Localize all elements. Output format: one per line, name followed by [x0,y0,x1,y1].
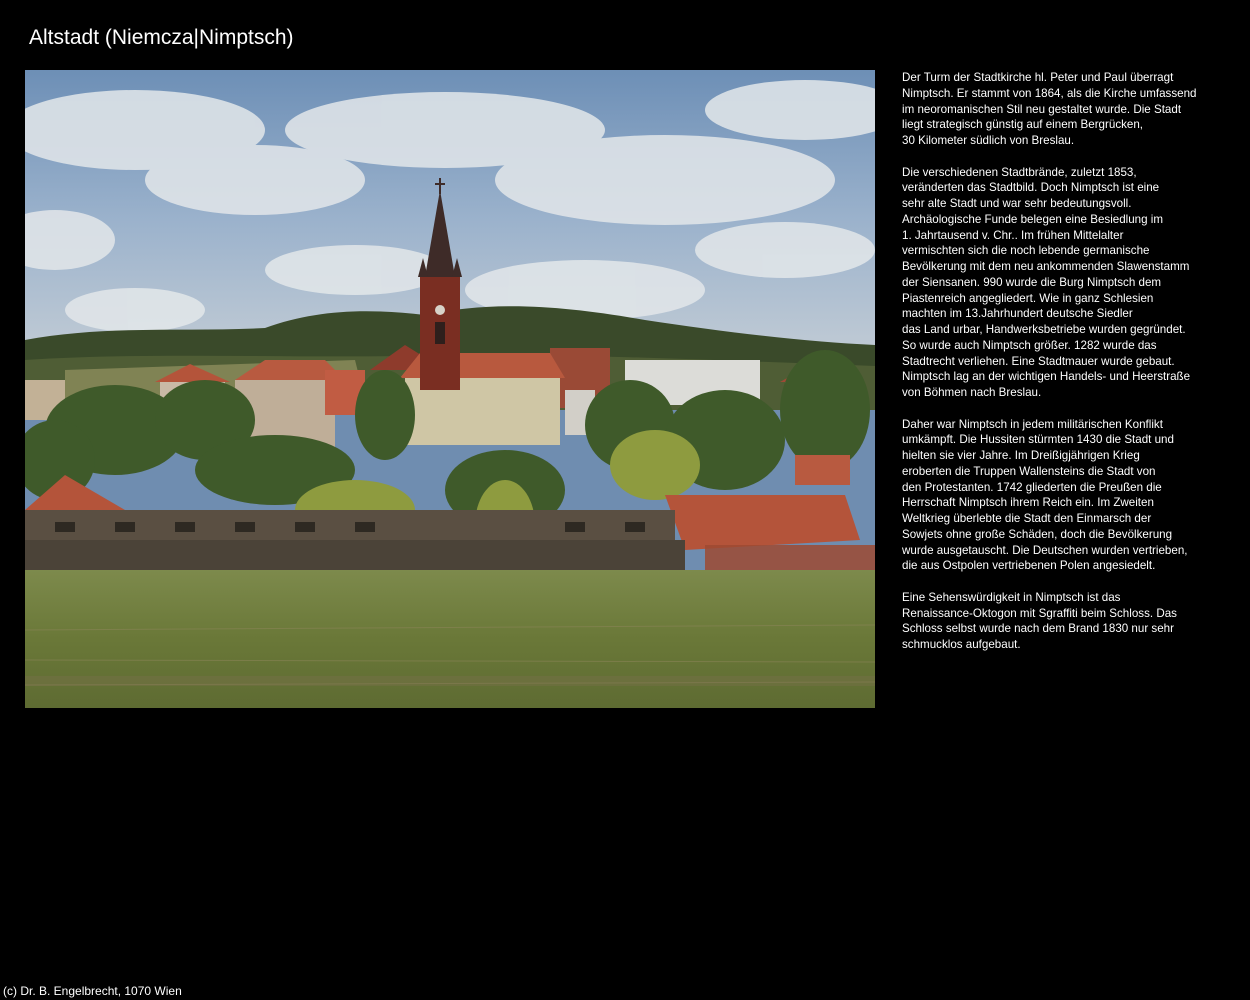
photo-image [25,70,875,708]
paragraph-conflicts: Daher war Nimptsch in jedem militärischen Konflikt umkämpft. Die Hussiten stürmten 1430 die Stadt und hielten sie vier Jahre. Im Dreißigjährigen Krieg eroberten die Truppen Wallensteins die Stadt von den Protestanten. 1742 gliederten die Preußen die Herrschaft Nimptsch ihrem Reich ein. Im Zweiten Weltkrieg überlebte die Stadt den Einmarsch der Sowjets ohne große Schäden, doch die Bevölkerung wurde ausgetauscht. Die Deutschen wurden vertrieben, die aus Ostpolen vertriebenen Polen angesiedelt. [902,417,1188,573]
paragraph-history: Die verschiedenen Stadtbrände, zuletzt 1853, veränderten das Stadtbild. Doch Nimptsch ist eine sehr alte Stadt und war sehr bedeutungsvoll. Archäologische Funde belegen eine Besiedlung im 1. Jahrtausend v. Chr.. Im frühen Mittelalter vermischten sich die noch lebende germanische Bevölkerung mit dem neu ankommenden Slawenstamm der Siensanen. 990 wurde die Burg Nimptsch dem Piastenreich angegliedert. Wie in ganz Schlesien machten im 13.Jahrhundert deutsche Siedler das Land urbar, Handwerksbetriebe wurden gegründet. So wurde auch Nimptsch größer. 1282 wurde das Stadtrecht verliehen. Eine Stadtmauer wurde gebaut. Nimptsch lag an der wichtigen Handels- und Heerstraße von Böhmen nach Breslau. [902,165,1191,399]
copyright-footer: (c) Dr. B. Engelbrecht, 1070 Wien [3,984,182,998]
page-title: Altstadt (Niemcza|Nimptsch) [29,26,294,49]
roof-right [665,495,860,550]
paragraph-tower: Der Turm der Stadtkirche hl. Peter und Paul überragt Nimptsch. Er stammt von 1864, als die Kirche umfassend im neoromanischen Stil neu gestaltet wurde. Die Stadt liegt strategisch günstig auf einem Bergrücken, 30 Kilometer südlich von Breslau. [902,71,1197,147]
description-text [902,70,1217,669]
field [25,570,875,708]
photo[interactable] [25,70,875,708]
paragraph-sights: Eine Sehenswürdigkeit in Nimptsch ist das Renaissance-Oktogon mit Sgraffiti beim Schloss. Das Schloss selbst wurde nach dem Brand 1830 nur sehr schmucklos aufgebaut. [902,590,1177,651]
